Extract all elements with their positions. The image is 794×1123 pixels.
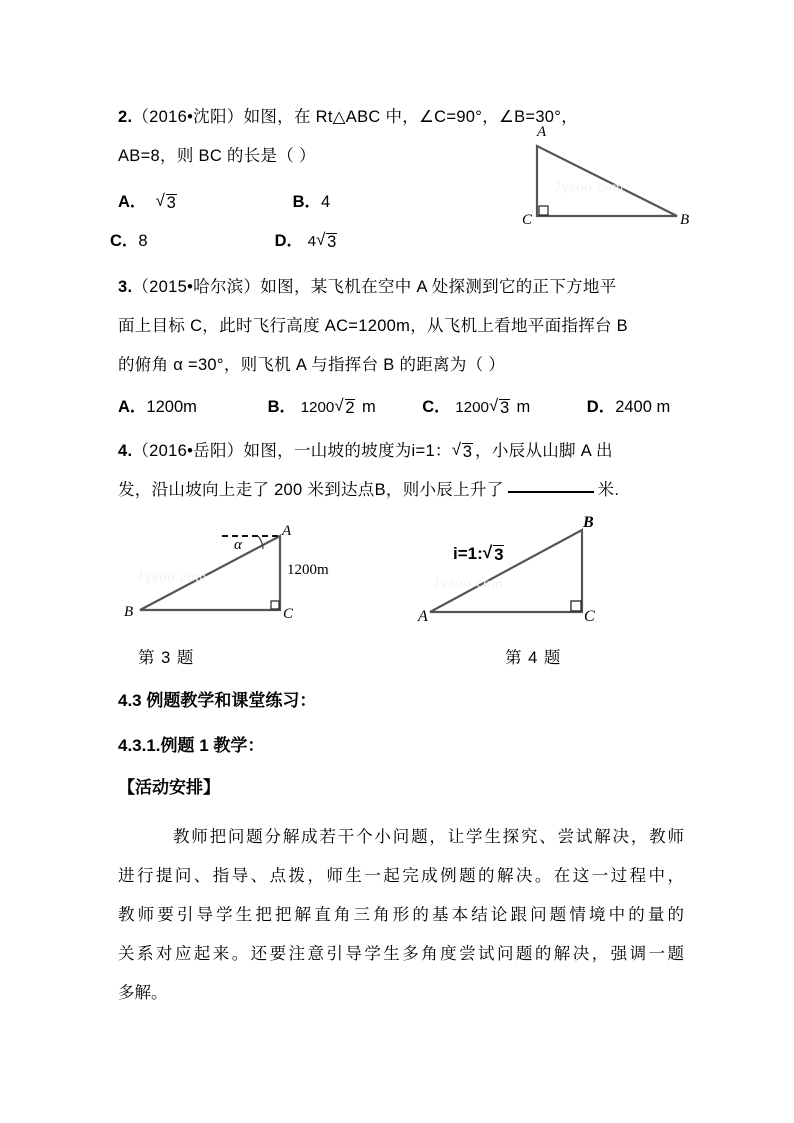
paragraph-indent xyxy=(118,828,173,846)
degree-symbol-1: ° xyxy=(475,108,483,126)
question-2-choices-row-2 xyxy=(110,222,339,261)
question-4-label-c: C xyxy=(584,608,595,625)
question-3-choices-row xyxy=(118,388,684,427)
activity-paragraph xyxy=(118,818,684,1013)
question-3-dot: . xyxy=(127,278,133,296)
question-4-dot: . xyxy=(127,442,133,460)
choice-b-value: 4 xyxy=(321,193,331,211)
q3-choice-c-radical: √ 3 xyxy=(489,399,512,417)
question-3-watermark: Jyeoo.com xyxy=(138,570,208,585)
q3-choice-b-unit: m xyxy=(357,398,376,416)
question-2-text-c: ABC 中， xyxy=(345,108,420,126)
question-4-label-a: A xyxy=(418,608,428,625)
q3-choice-d-label: D． xyxy=(586,398,616,416)
question-2-source-sep: • xyxy=(187,108,194,126)
question-4-text-2a: 发，沿山坡向上走了 200 米到达点B，则小辰上升了 xyxy=(118,481,504,499)
question-4-slope-label xyxy=(453,544,507,564)
question-4-block xyxy=(118,432,684,510)
choice-c-value: 8 xyxy=(138,232,148,250)
question-4-caption: 第 4 题 xyxy=(505,649,562,667)
question-3-choice-c[interactable] xyxy=(422,388,582,427)
choice-d-coefficient: 4 xyxy=(307,233,317,250)
question-2-number: 2 xyxy=(118,108,128,126)
q3-choice-b-label: B． xyxy=(267,398,297,416)
question-2-label-c: C xyxy=(522,212,533,228)
question-3-line-2: 面上目标 C，此时飞行高度 AC=1200m，从飞机上看地平面指挥台 B xyxy=(118,317,628,335)
question-3-choice-a[interactable] xyxy=(118,388,263,427)
question-3-line-1 xyxy=(118,268,684,307)
question-2-label-a: A xyxy=(537,124,547,140)
section-heading-4-3-1: 4.3.1.例题 1 教学： xyxy=(118,736,265,755)
question-4-line-2 xyxy=(118,471,684,510)
question-2-choices-row-1 xyxy=(118,183,330,222)
paragraph-line-3: 教师要引导学生把把解直角三角形的基本结论跟问题情境中的量的 xyxy=(118,906,684,924)
activity-arrangement-heading: 【活动安排】 xyxy=(118,778,220,797)
triangle-symbol-icon: △ xyxy=(332,108,346,126)
question-4-label-b: B xyxy=(583,514,594,531)
q3-choice-c-unit: m xyxy=(511,398,531,416)
q3-choice-a-value: 1200m xyxy=(146,398,197,416)
question-2-watermark: Jyeoo.com xyxy=(555,180,625,195)
question-3-label-b: B xyxy=(124,604,134,620)
question-3-figure xyxy=(124,518,329,623)
q3-choice-c-label: C． xyxy=(422,398,451,416)
section-heading-4-3: 4.3 例题教学和课堂练习： xyxy=(118,691,317,710)
q3-choice-a-label: A． xyxy=(118,398,147,416)
question-4-triangle-svg xyxy=(420,516,600,626)
angle-symbol-icon-2: ∠ xyxy=(499,108,515,126)
q3-choice-b-coefficient: 1200 xyxy=(300,399,335,416)
paragraph-line-1-text: 教师把问题分解成若干个小问题，让学生探究、尝试解决，教师 xyxy=(172,828,685,846)
angle-symbol-icon-1: ∠ xyxy=(419,108,435,126)
question-2-angle-b: B=30 xyxy=(514,108,555,126)
q3-choice-b-radical: √ 2 xyxy=(334,399,357,417)
question-3-label-c: C xyxy=(283,606,294,622)
question-4-watermark: Jyeoo.com xyxy=(434,576,504,591)
question-2-source-a: （2016 xyxy=(132,108,188,126)
question-2-label-b: B xyxy=(680,212,690,228)
question-2-choice-a[interactable] xyxy=(118,183,288,222)
question-2-choice-b[interactable] xyxy=(293,183,331,222)
question-2-choice-c[interactable] xyxy=(110,222,270,261)
question-4-text-1a: （2016•岳阳）如图，一山坡的坡度为i=1： xyxy=(132,442,452,460)
choice-a-radical: √ 3 xyxy=(156,194,179,212)
question-3-label-a: A xyxy=(282,523,292,539)
question-3-caption: 第 3 题 xyxy=(138,649,195,667)
question-3-text-1: （2015•哈尔滨）如图，某飞机在空中 A 处探测到它的正下方地平 xyxy=(132,278,617,296)
question-2-dot: . xyxy=(127,108,133,126)
question-3-label-alpha: α xyxy=(234,537,242,553)
question-4-radical: √ 3 xyxy=(452,443,475,461)
choice-d-radical: √ 3 xyxy=(316,233,339,251)
choice-c-label: C． xyxy=(110,232,139,250)
paragraph-line-1 xyxy=(118,818,684,857)
degree-symbol-2: ° xyxy=(554,108,562,126)
question-3-block xyxy=(118,268,684,385)
question-4-slope-radical: √ 3 xyxy=(483,545,507,563)
question-2-comma-2: ， xyxy=(561,108,579,126)
question-3-number: 3 xyxy=(118,278,128,296)
question-3-text-3a: 的俯角 α =30 xyxy=(118,356,217,374)
choice-b-label: B． xyxy=(292,193,322,211)
question-3-text-3b: ，则飞机 A 与指挥台 B 的距离为（ ） xyxy=(223,356,506,374)
paragraph-line-5: 多解。 xyxy=(118,984,168,1002)
question-2-source-b: 沈阳）如图，在 Rt xyxy=(193,108,333,126)
question-4-text-2b: 米. xyxy=(597,481,620,499)
question-4-text-1b: ，小辰从山脚 A 出 xyxy=(475,442,613,460)
choice-a-label: A． xyxy=(118,193,147,211)
question-3-choice-d[interactable] xyxy=(587,388,670,427)
question-4-figure xyxy=(420,516,600,626)
choice-d-label: D． xyxy=(274,232,304,250)
q3-choice-c-coefficient: 1200 xyxy=(455,399,489,416)
question-3-side-label: 1200m xyxy=(287,562,329,578)
paragraph-line-2: 进行提问、指导、点拨，师生一起完成例题的解决。在这一过程中， xyxy=(118,867,684,885)
question-2-line-2: AB=8，则 BC 的长是（ ） xyxy=(118,147,316,165)
question-2-figure xyxy=(515,124,695,233)
question-3-choice-b[interactable] xyxy=(268,388,418,427)
degree-symbol-3: ° xyxy=(216,356,224,374)
question-3-line-3 xyxy=(118,346,684,385)
question-2-angle-c: C=90 xyxy=(434,108,476,126)
question-4-answer-blank[interactable] xyxy=(508,491,594,493)
paragraph-line-4: 关系对应起来。还要注意引导学生多角度尝试问题的解决，强调一题 xyxy=(118,945,684,963)
question-4-number: 4 xyxy=(118,442,128,460)
question-4-line-1 xyxy=(118,432,684,471)
q3-choice-d-value: 2400 m xyxy=(615,398,671,416)
question-2-choice-d[interactable] xyxy=(275,222,339,261)
question-4-slope-prefix: i=1: xyxy=(453,544,483,563)
question-2-comma-1: ， xyxy=(482,108,499,126)
